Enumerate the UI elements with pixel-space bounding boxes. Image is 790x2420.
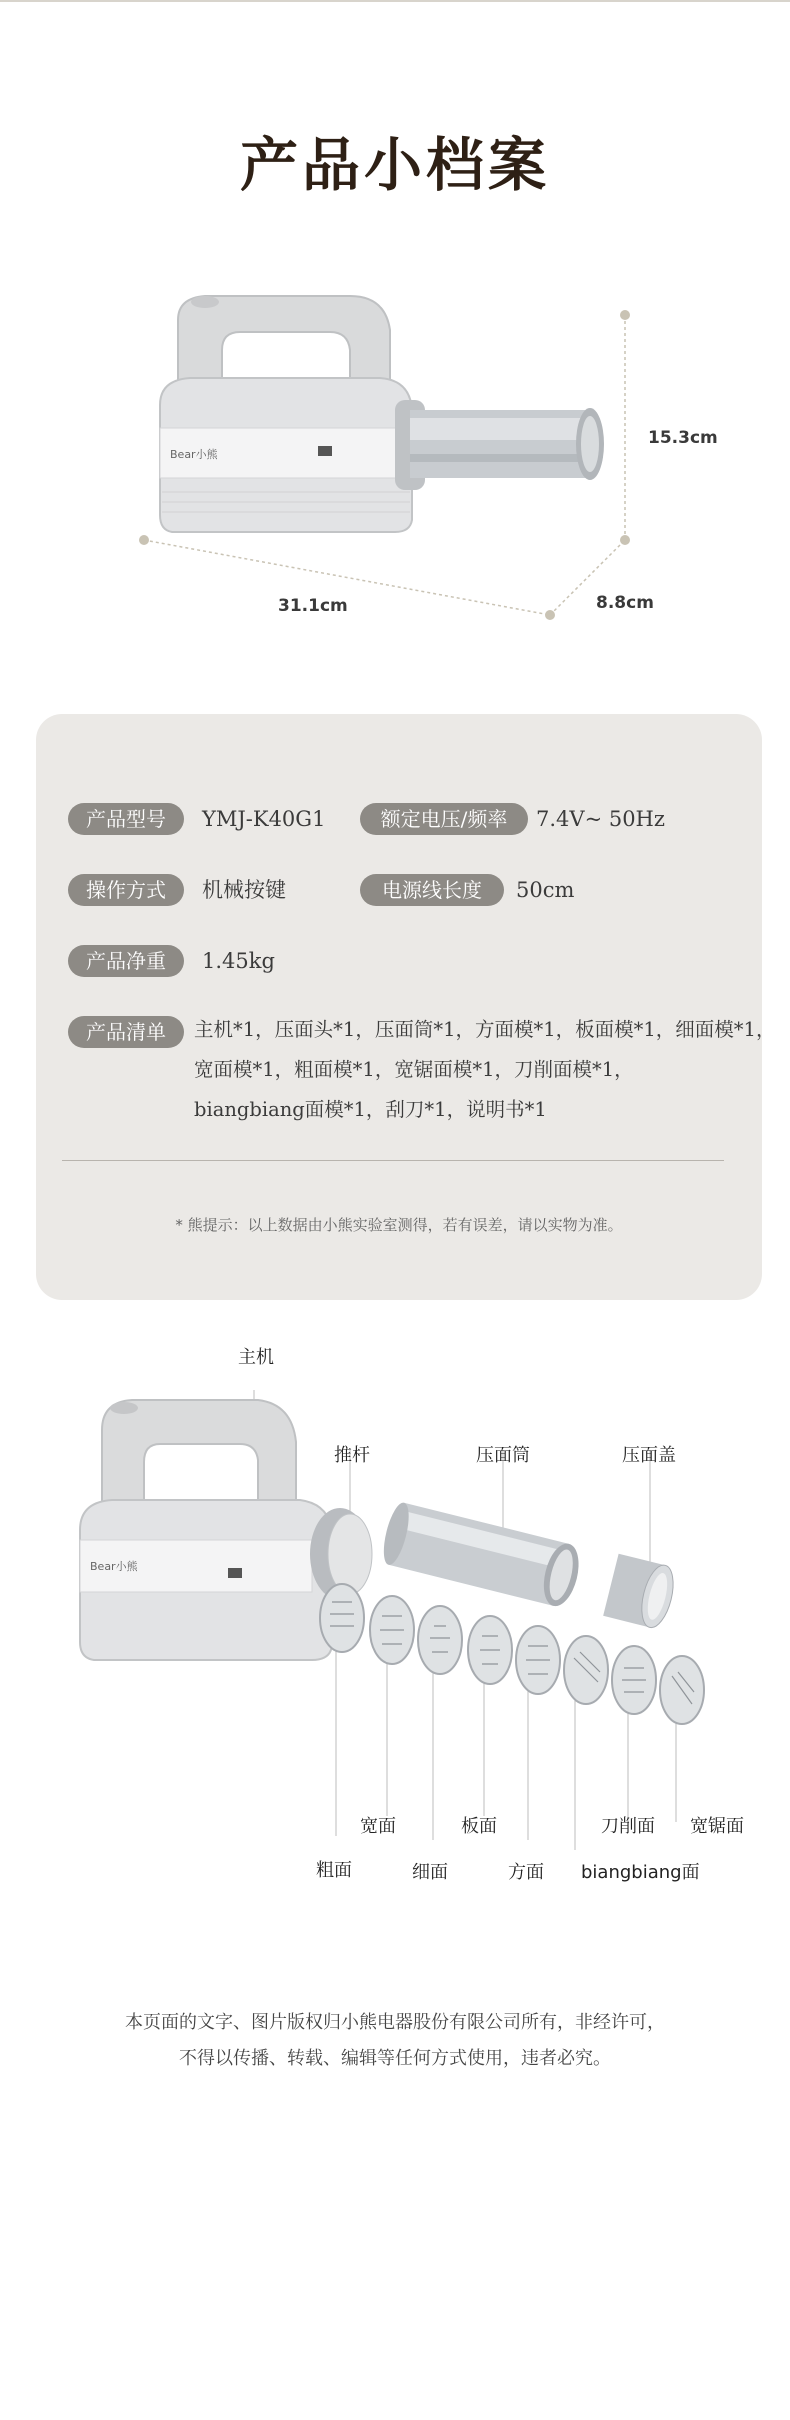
spec-label-voltage: 额定电压/频率: [360, 803, 528, 835]
product-dimension-illustration: [0, 270, 790, 650]
spec-value-operation: 机械按键: [202, 878, 286, 902]
depth-dimension: 8.8cm: [596, 593, 654, 613]
package-list-line: 宽面模*1，粗面模*1，宽锯面模*1，刀削面模*1，: [194, 1058, 634, 1081]
disc-label: 刀削面: [601, 1816, 655, 1837]
disc-label: 板面: [461, 1816, 497, 1837]
spec-card: [36, 714, 776, 1300]
spec-label-operation: 操作方式: [68, 874, 184, 906]
spec-label-weight: 产品净重: [68, 945, 184, 977]
part-label-cap: 压面盖: [622, 1445, 676, 1466]
spec-label-cord-length: 电源线长度: [360, 874, 504, 906]
disc-label: 宽锯面: [690, 1816, 744, 1837]
part-label-cylinder: 压面筒: [476, 1445, 530, 1466]
height-dimension: 15.3cm: [648, 428, 718, 448]
disclaimer-note: * 熊提示：以上数据由小熊实验室测得，若有误差，请以实物为准。: [175, 1216, 623, 1234]
copyright-line: 本页面的文字、图片版权归小熊电器股份有限公司所有，非经许可，: [125, 2012, 665, 2033]
copyright-line: 不得以传播、转载、编辑等任何方式使用，违者必究。: [179, 2048, 611, 2069]
part-label-pusher: 推杆: [334, 1445, 370, 1466]
part-label-main-unit: 主机: [238, 1347, 274, 1368]
spec-value-voltage: 7.4V~ 50Hz: [536, 807, 665, 831]
package-list-line: 主机*1，压面头*1，压面筒*1，方面模*1，板面模*1，细面模*1，: [194, 1018, 776, 1041]
spec-value-model: YMJ-K40G1: [202, 807, 326, 831]
spec-label-package-list: 产品清单: [68, 1016, 184, 1048]
brand-logo: Bear小熊: [170, 448, 218, 461]
disc-label: biangbiang面: [581, 1862, 700, 1883]
disc-label: 方面: [508, 1862, 544, 1883]
disc-label: 细面: [412, 1862, 448, 1883]
disc-label: 宽面: [360, 1816, 396, 1837]
page-title: 产品小档案: [239, 131, 550, 199]
length-dimension: 31.1cm: [278, 596, 348, 616]
package-list-line: biangbiang面模*1，刮刀*1，说明书*1: [194, 1098, 547, 1121]
spec-value-weight: 1.45kg: [202, 949, 275, 973]
spec-label-model: 产品型号: [68, 803, 184, 835]
brand-logo: Bear小熊: [90, 1560, 138, 1573]
disc-label: 粗面: [316, 1860, 352, 1881]
card-divider: [62, 1160, 724, 1161]
spec-value-cord-length: 50cm: [516, 878, 575, 902]
top-border: [0, 0, 790, 2]
